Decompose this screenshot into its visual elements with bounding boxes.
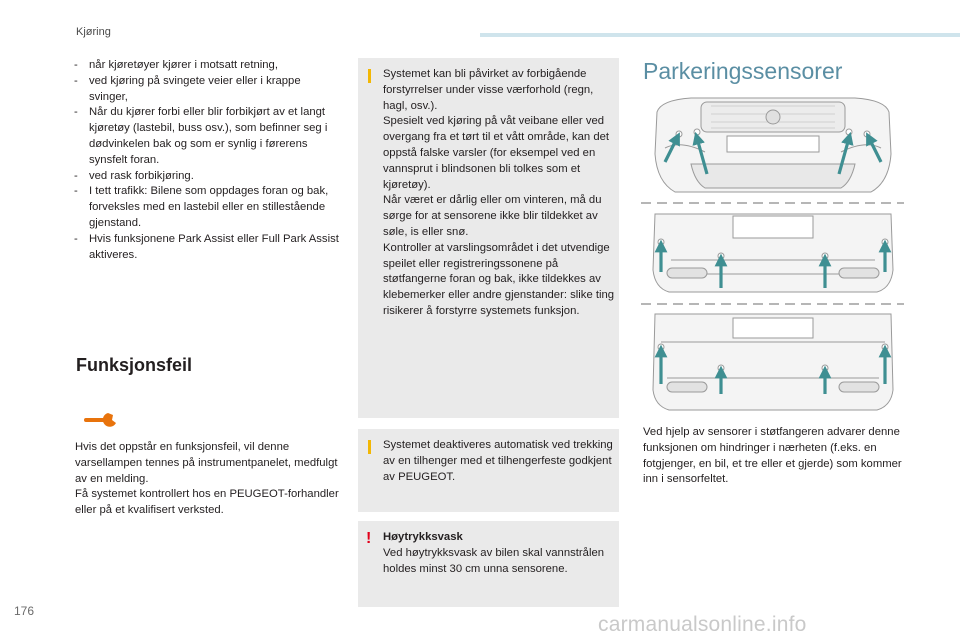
list-item: - Hvis funksjonene Park Assist eller Full Park Assist aktiveres. — [74, 232, 339, 261]
header-bar — [480, 33, 960, 37]
warning-text: Ved høytrykksvask av bilen skal vannstrålen holdes minst 30 cm unna sensorene. — [383, 546, 605, 575]
conditions-list — [74, 58, 342, 263]
page-number: 176 — [14, 604, 35, 618]
list-item: - I tett trafikk: Bilene som oppdages foran og bak, forveksles med en lastebil eller en stillestående gjenstand. — [74, 185, 329, 229]
fault-description: Hvis det oppstår en funksjonsfeil, vil denne varsellampen tennes på instrumentpanelet, medfulgt av en melding. Få systemet kontrollert hos en PEUGEOT-forhandler eller på et kvalifisert verksted. — [75, 441, 339, 517]
list-item: - Når du kjører forbi eller blir forbikjørt av et langt kjøretøy (lastebil, buss osv.), som befinner seg i dødvinkelen bak og som er synlig i førerens synsfelt foran. — [74, 106, 328, 166]
list-item: - ved kjøring på svingete veier eller i krappe svinger, — [74, 74, 301, 103]
section-header: Kjøring — [76, 26, 111, 38]
parking-sensor-description: Ved hjelp av sensorer i støtfangeren advarer denne funksjonen om hindringer i nærheten (f.eks. en fotgjenger, en bil, et tre eller et gjerde) som kommer inn i sensorfeltet. — [643, 426, 902, 486]
warning-exclamation-icon: ! — [366, 530, 372, 547]
weather-info-panel: Systemet kan bli påvirket av forbigående forstyrrelser under visse værforhold (regn, hagl, osv.). Spesielt ved kjøring på våt veibane eller ved overgang fra et tørt til et vått område, kan det oppstå falske varsler (for eksempel ved en vannsprut i blindsonen bli tolkes som et kjøretøy). Når været er dårlig eller om vinteren, må du sørge for at sensorene ikke blir tildekket av søle, is eller snø. Kontroller at varslingsområdet i det utvendige speilet eller registreringssonene på støtfangerne foran og bak, ikke tildekkes av klebemerker eller andre gjenstander: slike ting risikerer å forstyrre systemets funksjon. — [358, 58, 619, 418]
page-title: Parkeringssensorer — [643, 58, 843, 84]
trailer-info-panel: Systemet deaktiveres automatisk ved trekking av en tilhenger med et tilhengerfeste godkjent av PEUGEOT. — [358, 429, 619, 512]
warning-title: Høytrykksvask — [383, 531, 463, 543]
rear-bumper-view-1 — [653, 214, 893, 292]
watermark: carmanualsonline.info — [598, 613, 807, 636]
info-marker-icon — [368, 440, 371, 454]
wrench-icon — [82, 406, 122, 428]
fault-heading: Funksjonsfeil — [76, 355, 193, 375]
info-marker-icon — [368, 69, 371, 83]
rear-bumper-view-2 — [653, 314, 893, 410]
pressure-wash-warning-panel — [358, 521, 619, 607]
list-item: - når kjøretøyer kjører i motsatt retning, — [74, 59, 278, 71]
parking-sensor-illustration — [641, 92, 904, 412]
front-bumper-view — [655, 98, 891, 192]
list-item: - ved rask forbikjøring. — [74, 169, 194, 182]
